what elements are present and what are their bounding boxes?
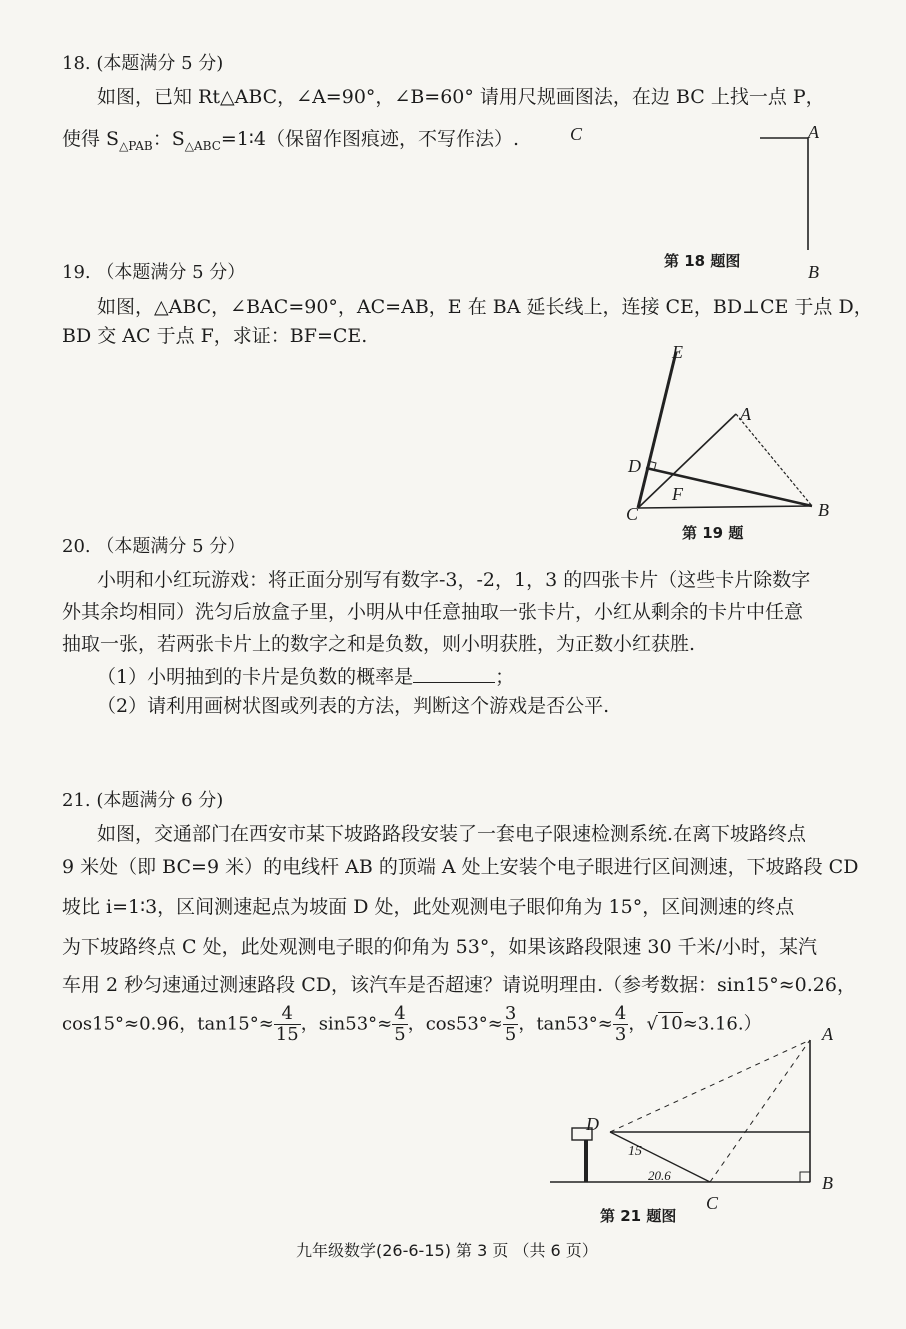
q20-heading: 20. （本题满分 5 分） bbox=[62, 536, 246, 557]
q21-figure bbox=[550, 1020, 850, 1200]
q19-segment-db bbox=[646, 468, 812, 506]
q19-heading: 19. （本题满分 5 分） bbox=[62, 262, 246, 283]
q19-label-c: C bbox=[626, 504, 639, 524]
q19-label-f: F bbox=[672, 484, 683, 504]
q21-sin53-den: 5 bbox=[394, 1023, 406, 1045]
q18-heading: 18. (本题满分 5 分) bbox=[62, 53, 224, 74]
q21-text-line1: 如图，交通部门在西安市某下坡路路段安装了一套电子限速检测系统.在离下坡路终点 bbox=[97, 823, 807, 845]
q19-segment-ce bbox=[638, 352, 676, 508]
q21-ref-sqrt-val: ≈3.16 bbox=[682, 1013, 738, 1035]
q21-label-a: A bbox=[822, 1024, 833, 1044]
q21-ref-sin53-label: sin53°≈ bbox=[318, 1013, 393, 1035]
q21-sight-line-c bbox=[710, 1040, 810, 1182]
q19-caption: 第 19 题 bbox=[682, 524, 744, 542]
q19-figure bbox=[620, 340, 830, 520]
q18-label-c: C bbox=[570, 124, 583, 144]
q18-label-b: B bbox=[808, 262, 819, 282]
q21-ref-tan15-fraction bbox=[274, 1004, 301, 1045]
q19-label-d: D bbox=[628, 456, 641, 476]
q21-tan53-den: 3 bbox=[614, 1023, 627, 1045]
q21-text-line4: 为下坡路终点 C 处，此处观测电子眼的仰角为 53°，如果该路段限速 30 千米/小时，某汽 bbox=[62, 936, 817, 958]
q18-sub-abc: △ABC bbox=[184, 138, 221, 153]
q21-ref-sqrt-symbol: √ bbox=[646, 1013, 658, 1035]
q21-sight-line-d bbox=[610, 1040, 810, 1132]
q18-figure bbox=[740, 120, 840, 270]
q21-label-b: B bbox=[822, 1173, 833, 1193]
q21-ref-close: .） bbox=[737, 1013, 762, 1035]
q18-line2-mid: ：S bbox=[152, 128, 185, 150]
q21-reference-values: cos15°≈0.96，tan15°≈ $\frac{4}{15}$ ，sin53°≈ $\frac{4}{5}$ ，cos53°≈ $\frac{3}{5}$ ，tan53°≈ $\frac{4}{3}$ ，√ 10≈3.16.） bbox=[62, 1003, 762, 1045]
q21-text-line2: 9 米处（即 BC=9 米）的电线杆 AB 的顶端 A 处上安装个电子眼进行区间测速，下坡路段 CD bbox=[62, 856, 859, 878]
q18-line2-pre: 使得 S bbox=[62, 128, 120, 150]
q20-sub1-text: （1）小明抽到的卡片是负数的概率是 bbox=[97, 666, 414, 688]
q18-text-line1: 如图，已知 Rt△ABC，∠A=90°，∠B=60° 请用尺规画图法，在边 BC 上找一点 P， bbox=[97, 86, 825, 108]
q19-segment-ca bbox=[638, 414, 736, 508]
q21-ref-cos53-fraction bbox=[503, 1004, 518, 1045]
q21-tan15-num: 4 bbox=[274, 1004, 301, 1025]
q20-text-line2: 外其余均相同）洗匀后放盒子里，小明从中任意抽取一张卡片，小红从剩余的卡片中任意 bbox=[62, 601, 804, 623]
q20-answer-blank[interactable] bbox=[413, 666, 495, 683]
q20-sub1 bbox=[97, 666, 514, 687]
q19-text-line1: 如图，△ABC，∠BAC=90°，AC=AB，E 在 BA 延长线上，连接 CE，BD⊥CE 于点 D， bbox=[97, 296, 873, 318]
q20-text-line3: 抽取一张，若两张卡片上的数字之和是负数，则小明获胜，为正数小红获胜. bbox=[62, 633, 696, 655]
q19-label-b: B bbox=[818, 500, 829, 520]
q18-caption: 第 18 题图 bbox=[664, 252, 741, 270]
q21-caption: 第 21 题图 bbox=[600, 1207, 677, 1225]
q21-ref-cos15: cos15°≈0.96 bbox=[62, 1013, 180, 1035]
q19-label-e: E bbox=[672, 342, 683, 362]
q19-segment-cb bbox=[638, 506, 812, 508]
q21-ref-cos53-label: cos53°≈ bbox=[425, 1013, 503, 1035]
q18-label-a: A bbox=[808, 122, 819, 142]
q20-sub2: （2）请利用画树状图或列表的方法，判断这个游戏是否公平. bbox=[97, 695, 610, 717]
q20-text-line1: 小明和小红玩游戏：将正面分别写有数字-3，-2，1，3 的四张卡片（这些卡片除数字 bbox=[97, 569, 811, 591]
q21-angle-15-label: 15 bbox=[628, 1144, 642, 1159]
q18-line2-post: =1∶4（保留作图痕迹，不写作法）. bbox=[220, 128, 519, 150]
q19-text-line2: BD 交 AC 于点 F，求证：BF=CE. bbox=[62, 325, 368, 347]
q21-label-c: C bbox=[706, 1193, 719, 1213]
q21-heading: 21. (本题满分 6 分) bbox=[62, 790, 224, 811]
q21-ref-sqrt-arg: 10 bbox=[659, 1013, 683, 1035]
q18-text-line2 bbox=[62, 130, 519, 152]
q21-cos53-num: 3 bbox=[504, 1003, 517, 1024]
q21-ref-tan15-label: tan15°≈ bbox=[197, 1013, 274, 1035]
q21-label-d: D bbox=[586, 1114, 599, 1134]
q21-sin53-num: 4 bbox=[394, 1003, 406, 1024]
q20-sub1-end: ； bbox=[495, 666, 515, 688]
q19-label-a: A bbox=[740, 404, 751, 424]
q21-text-line5: 车用 2 秒匀速通过测速路段 CD，该汽车是否超速？请说明理由.（参考数据：sin15°≈0.26， bbox=[62, 974, 856, 996]
q21-ref-sin53-fraction bbox=[392, 1004, 407, 1045]
q21-right-angle-b bbox=[800, 1172, 810, 1182]
q21-angle-53-label: 20.6 bbox=[648, 1168, 671, 1183]
q21-text-line3: 坡比 i=1∶3，区间测速起点为坡面 D 处，此处观测电子眼仰角为 15°，区间测速的终点 bbox=[62, 896, 795, 918]
q21-ref-tan53-label: tan53°≈ bbox=[536, 1013, 613, 1035]
q18-sub-pab: △PAB bbox=[119, 138, 153, 153]
page-footer: 九年级数学(26-6-15) 第 3 页 （共 6 页） bbox=[296, 1241, 598, 1260]
q21-tan15-den: 15 bbox=[275, 1023, 299, 1045]
q21-tan53-num: 4 bbox=[614, 1003, 627, 1024]
q21-cos53-den: 5 bbox=[504, 1023, 517, 1045]
